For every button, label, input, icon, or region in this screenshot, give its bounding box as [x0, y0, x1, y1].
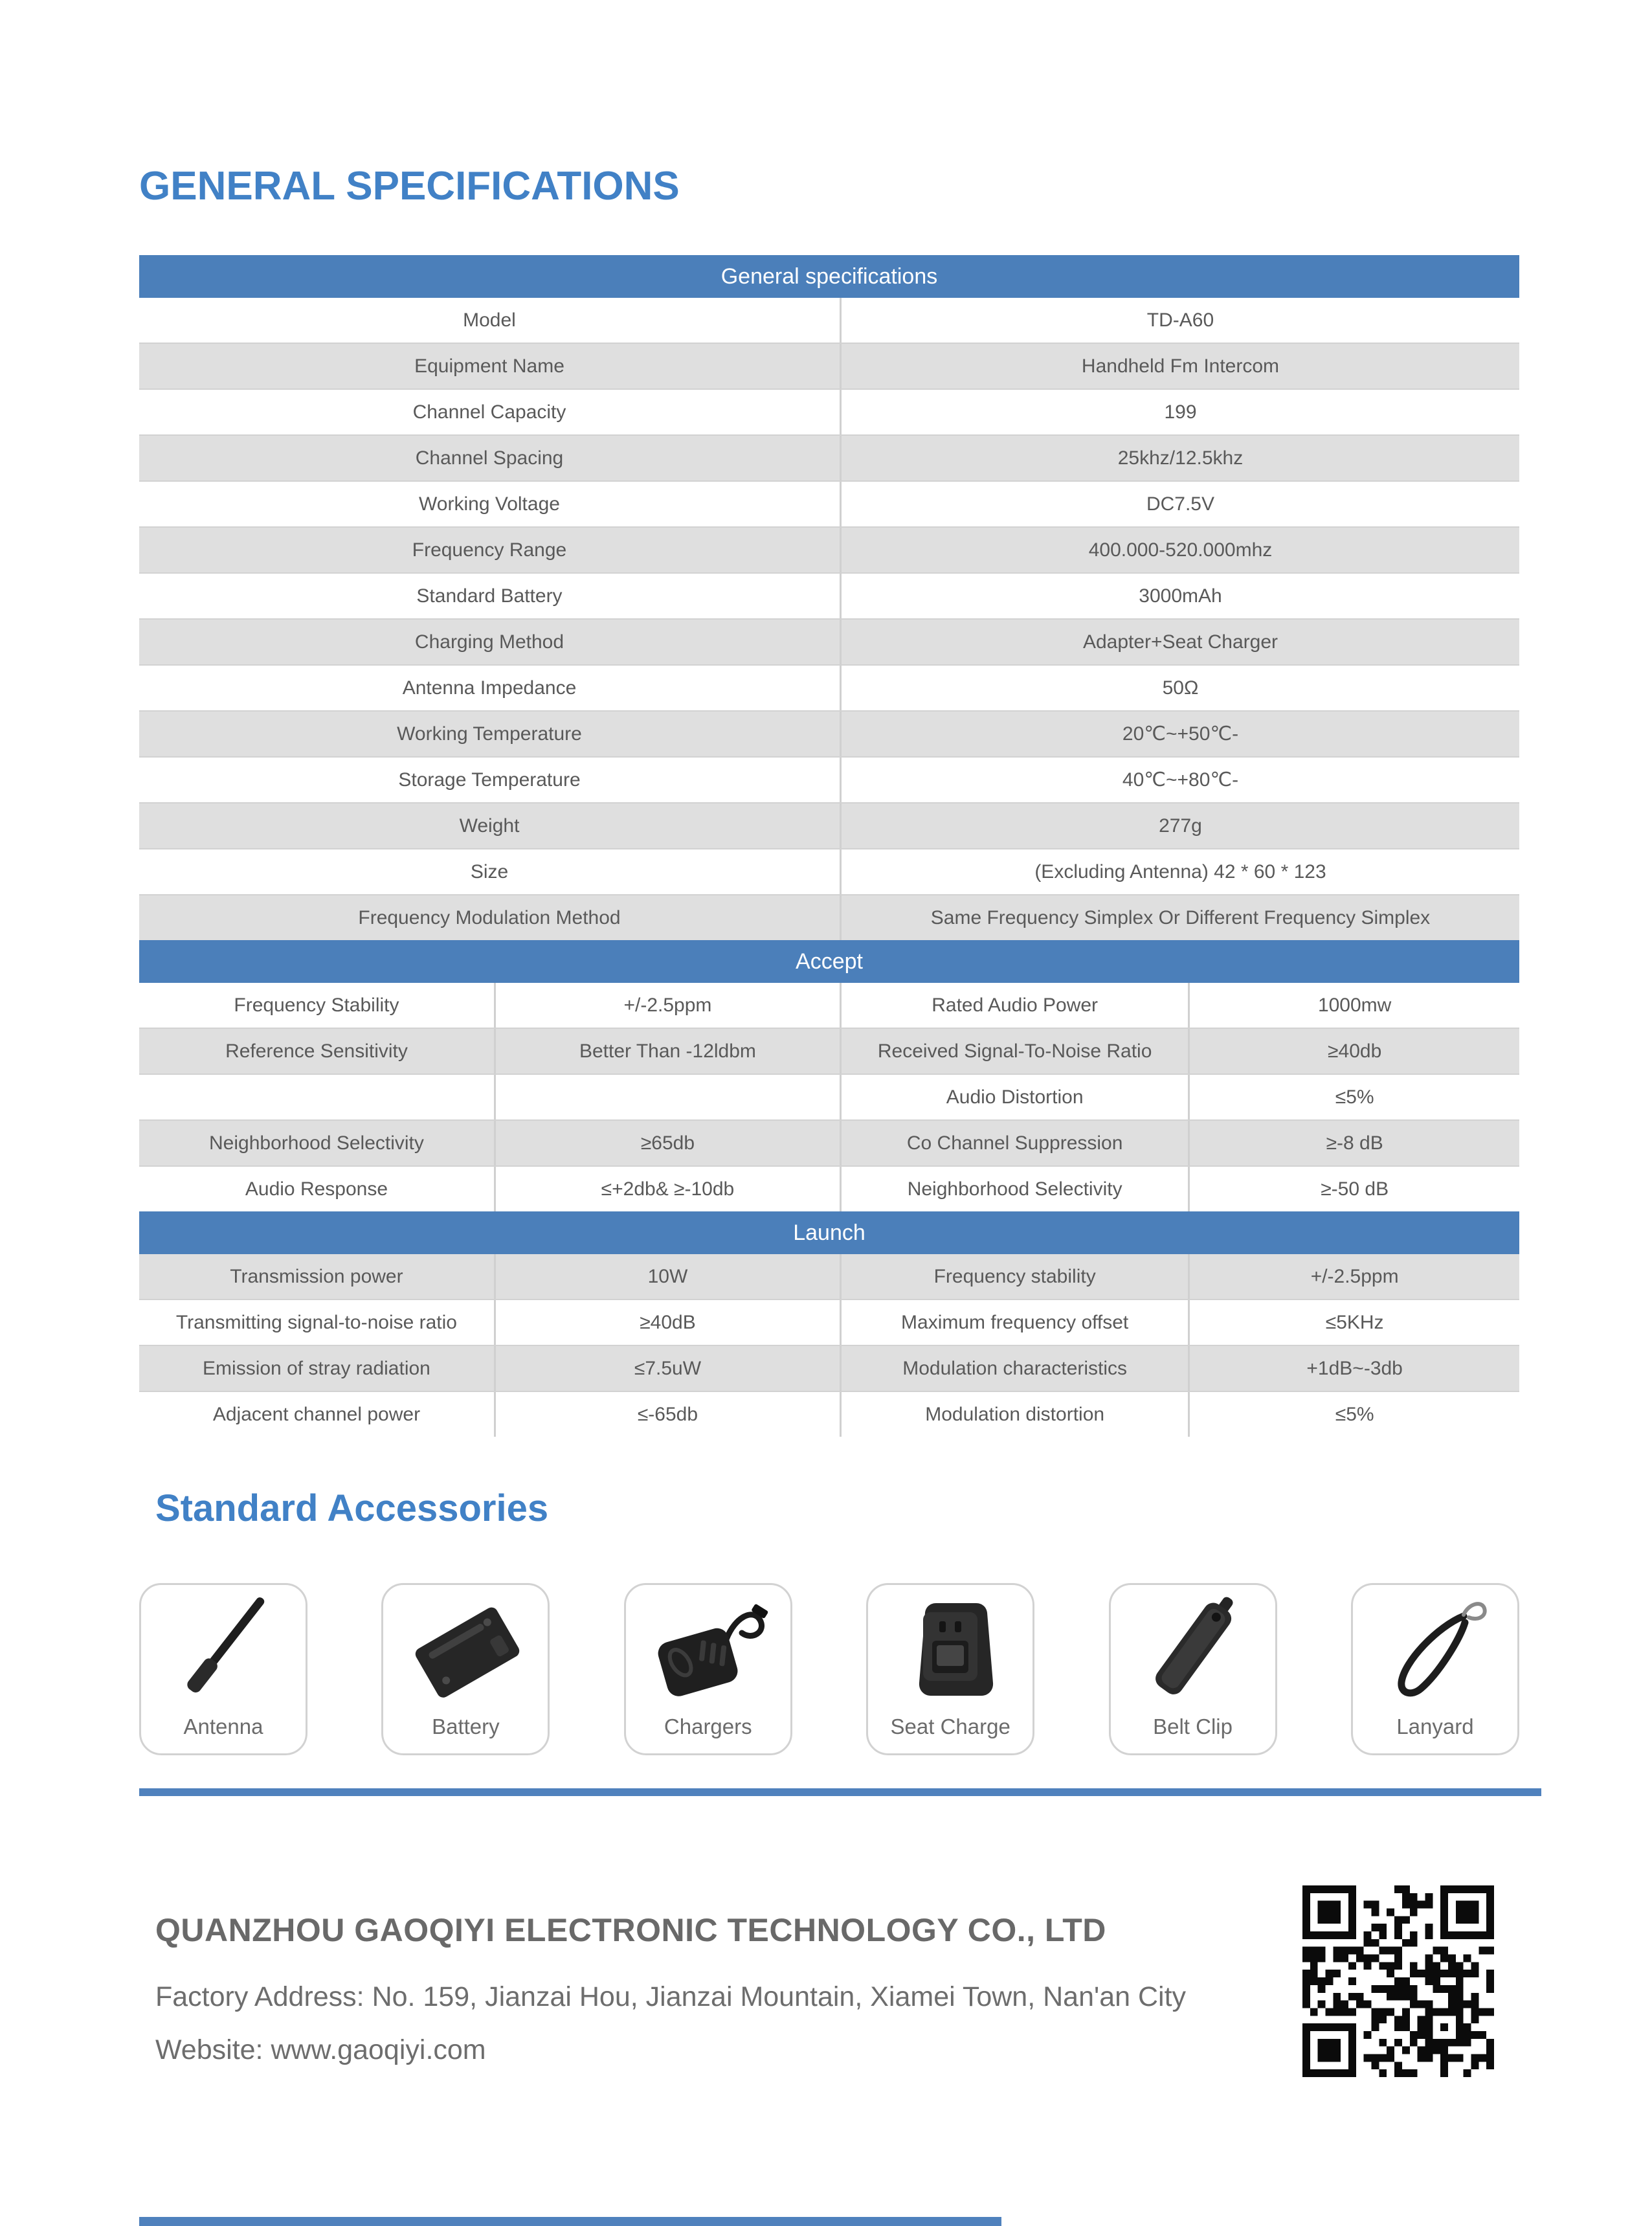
- accessory-card-lanyard: [1351, 1583, 1519, 1755]
- spec-value: DC7.5V: [840, 482, 1519, 526]
- spec-label: Working Temperature: [397, 723, 582, 745]
- spec-value: ≤7.5uW: [494, 1346, 840, 1391]
- table-row: [139, 983, 1519, 1028]
- charger-icon: [643, 1594, 773, 1704]
- spec-value: ≤5KHz: [1188, 1300, 1519, 1345]
- spec-value: Same Frequency Simplex Or Different Frequency Simplex: [840, 895, 1519, 940]
- accessory-card-antenna: [139, 1583, 307, 1755]
- qr-code: [1302, 1885, 1494, 2077]
- spec-value: 25khz/12.5khz: [840, 436, 1519, 480]
- accessories-card-row: [139, 1583, 1519, 1759]
- table-row: [139, 756, 1519, 802]
- spec-label: Rated Audio Power: [840, 983, 1188, 1028]
- accessory-card-belt-clip: [1109, 1583, 1277, 1755]
- table-row: [139, 1028, 1519, 1074]
- spec-label: [139, 1075, 494, 1119]
- spec-label: Frequency Modulation Method: [358, 906, 621, 928]
- lanyard-icon: [1370, 1594, 1500, 1704]
- table-row: [139, 1345, 1519, 1391]
- spec-label: Frequency Stability: [234, 994, 399, 1016]
- spec-value: Better Than -12ldbm: [494, 1029, 840, 1074]
- section-header: Launch: [139, 1211, 1519, 1254]
- table-row: [139, 802, 1519, 848]
- section-header: Accept: [139, 940, 1519, 983]
- accessory-label: Lanyard: [1396, 1714, 1474, 1738]
- section-header: General specifications: [139, 255, 1519, 298]
- spec-value: 40℃~+80℃-: [840, 758, 1519, 802]
- spec-table: [139, 255, 1519, 1437]
- spec-label: Neighborhood Selectivity: [840, 1167, 1188, 1211]
- accessory-card-seat-charge: [866, 1583, 1034, 1755]
- antenna-icon: [159, 1594, 288, 1704]
- table-row: [139, 388, 1519, 434]
- accessory-label: Chargers: [664, 1714, 752, 1738]
- table-row: [139, 1299, 1519, 1345]
- table-row: [139, 572, 1519, 618]
- table-row: [139, 848, 1519, 894]
- spec-value: 3000mAh: [840, 574, 1519, 618]
- table-row: [139, 480, 1519, 526]
- table-row: [139, 1074, 1519, 1119]
- spec-label: Equipment Name: [414, 355, 564, 377]
- table-row: [139, 710, 1519, 756]
- spec-label: Standard Battery: [416, 585, 563, 607]
- spec-value: Handheld Fm Intercom: [840, 344, 1519, 388]
- spec-value: Adapter+Seat Charger: [840, 620, 1519, 664]
- spec-label: Co Channel Suppression: [840, 1121, 1188, 1165]
- spec-label: Neighborhood Selectivity: [209, 1132, 424, 1154]
- spec-label: Charging Method: [414, 631, 564, 653]
- accessory-card-chargers: [624, 1583, 792, 1755]
- company-name: QUANZHOU GAOQIYI ELECTRONIC TECHNOLOGY CO., LTD: [155, 1912, 1106, 1948]
- table-row: [139, 343, 1519, 388]
- spec-label: Received Signal-To-Noise Ratio: [840, 1029, 1188, 1074]
- spec-value: +1dB~-3db: [1188, 1346, 1519, 1391]
- table-row: [139, 1254, 1519, 1299]
- website-text: Website: www.gaoqiyi.com: [155, 2034, 486, 2065]
- spec-label: Maximum frequency offset: [840, 1300, 1188, 1345]
- spec-value: 277g: [840, 804, 1519, 848]
- spec-label: Weight: [459, 815, 520, 837]
- spec-label: Modulation characteristics: [840, 1346, 1188, 1391]
- spec-value: +/-2.5ppm: [1188, 1254, 1519, 1299]
- spec-value: ≤5%: [1188, 1075, 1519, 1119]
- spec-label: Channel Spacing: [415, 447, 564, 469]
- spec-label: Adjacent channel power: [212, 1403, 421, 1425]
- accessory-card-battery: [381, 1583, 550, 1755]
- bottom-accent-bar: [139, 2217, 1001, 2226]
- accessory-label: Seat Charge: [890, 1714, 1010, 1738]
- spec-label: Transmission power: [230, 1265, 403, 1287]
- seat-charger-icon: [886, 1594, 1015, 1704]
- spec-value: 400.000-520.000mhz: [840, 528, 1519, 572]
- spec-value: 199: [840, 390, 1519, 434]
- spec-value: (Excluding Antenna) 42 * 60 * 123: [840, 849, 1519, 894]
- spec-value: ≥-8 dB: [1188, 1121, 1519, 1165]
- spec-value: ≤-65db: [494, 1392, 840, 1437]
- spec-value: 10W: [494, 1254, 840, 1299]
- spec-value: [494, 1075, 840, 1119]
- spec-value: 20℃~+50℃-: [840, 712, 1519, 756]
- table-row: [139, 434, 1519, 480]
- spec-label: Working Voltage: [419, 493, 560, 515]
- table-row: [139, 664, 1519, 710]
- spec-value: TD-A60: [840, 298, 1519, 343]
- table-row: [139, 298, 1519, 343]
- spec-label: Frequency stability: [840, 1254, 1188, 1299]
- accessories-title: Standard Accessories: [155, 1487, 549, 1529]
- belt-clip-icon: [1128, 1594, 1258, 1704]
- spec-value: ≤5%: [1188, 1392, 1519, 1437]
- spec-value: +/-2.5ppm: [494, 983, 840, 1028]
- spec-label: Transmitting signal-to-noise ratio: [175, 1311, 457, 1333]
- spec-value: 1000mw: [1188, 983, 1519, 1028]
- spec-value: ≥40db: [1188, 1029, 1519, 1074]
- spec-label: Channel Capacity: [412, 401, 566, 423]
- spec-value: 50Ω: [840, 666, 1519, 710]
- divider-bar: [139, 1788, 1541, 1796]
- page-title: GENERAL SPECIFICATIONS: [139, 164, 680, 208]
- spec-label: Modulation distortion: [840, 1392, 1188, 1437]
- spec-label: Storage Temperature: [398, 769, 581, 791]
- table-row: [139, 1165, 1519, 1211]
- table-row: [139, 894, 1519, 940]
- spec-value: ≤+2db& ≥-10db: [494, 1167, 840, 1211]
- table-row: [139, 618, 1519, 664]
- spec-label: Model: [463, 309, 516, 331]
- spec-label: Frequency Range: [412, 539, 567, 561]
- spec-label: Audio Response: [245, 1178, 388, 1200]
- spec-value: ≥40dB: [494, 1300, 840, 1345]
- spec-value: ≥65db: [494, 1121, 840, 1165]
- spec-label: Audio Distortion: [840, 1075, 1188, 1119]
- table-row: [139, 526, 1519, 572]
- battery-icon: [401, 1594, 530, 1704]
- spec-label: Emission of stray radiation: [203, 1357, 430, 1379]
- spec-label: Size: [470, 860, 509, 883]
- spec-value: ≥-50 dB: [1188, 1167, 1519, 1211]
- spec-label: Reference Sensitivity: [225, 1040, 408, 1062]
- accessory-label: Battery: [432, 1714, 500, 1738]
- table-row: [139, 1391, 1519, 1437]
- factory-address: Factory Address: No. 159, Jianzai Hou, Jianzai Mountain, Xiamei Town, Nan'an City: [155, 1981, 1187, 2012]
- spec-label: Antenna Impedance: [402, 677, 577, 699]
- accessory-label: Belt Clip: [1153, 1714, 1233, 1738]
- accessory-label: Antenna: [183, 1714, 263, 1738]
- table-row: [139, 1119, 1519, 1165]
